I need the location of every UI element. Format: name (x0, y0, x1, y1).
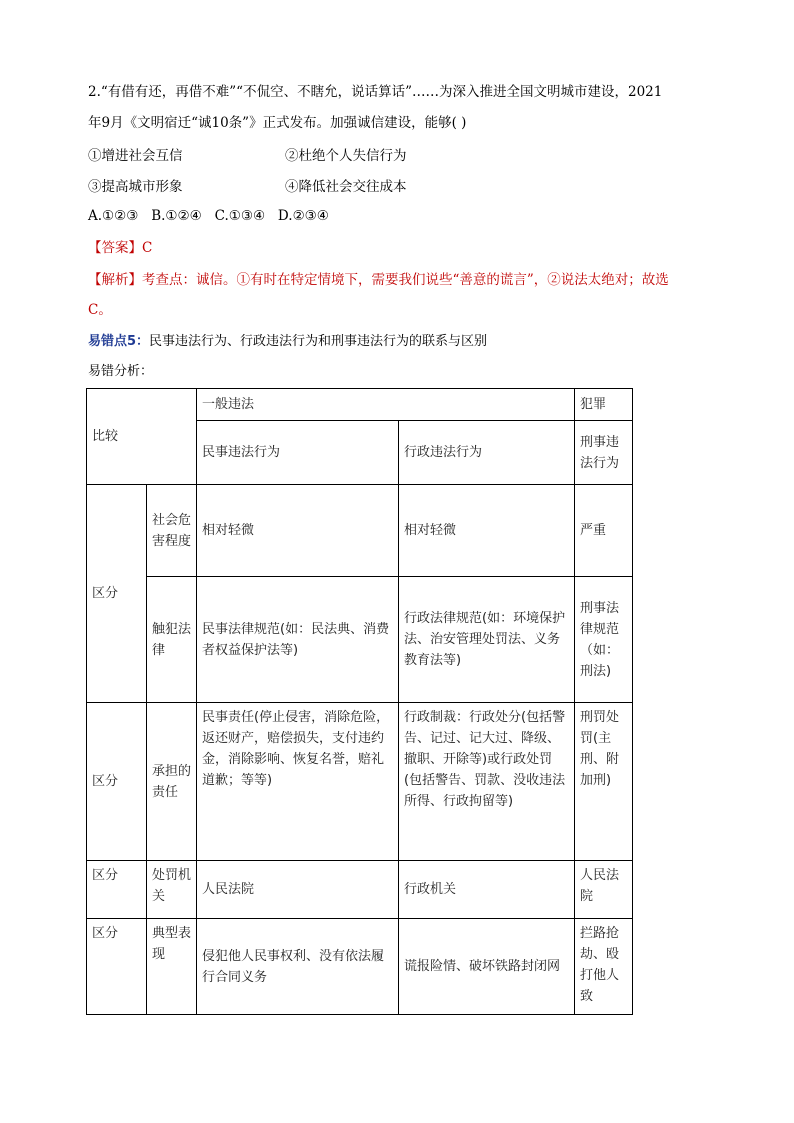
table-row (87, 485, 633, 577)
cell-admin: 行政机关 (399, 861, 575, 919)
error-point-title: 民事违法行为、行政违法行为和刑事违法行为的联系与区别 (149, 334, 488, 349)
row-aspect: 承担的责任 (147, 703, 197, 861)
analysis-line-2: C。 (88, 302, 112, 318)
cell-admin: 行政法律规范(如：环境保护法、治安管理处罚法、义务教育法等) (399, 577, 575, 703)
answer-label: 【答案】 (88, 240, 142, 256)
header-admin: 行政违法行为 (399, 421, 575, 485)
option-2: ②杜绝个人失信行为 (285, 148, 407, 164)
header-general: 一般违法 (197, 389, 575, 421)
cell-civil: 相对轻微 (197, 485, 399, 577)
table-row (87, 577, 633, 703)
header-criminal: 刑事违法行为 (575, 421, 633, 485)
row-label-distinguish: 区分 (87, 703, 147, 861)
header-crime: 犯罪 (575, 389, 633, 421)
cell-civil: 侵犯他人民事权利、没有依法履行合同义务 (197, 919, 399, 1015)
table-row (87, 919, 633, 1015)
analysis-line-1 (88, 270, 669, 290)
row-aspect: 典型表现 (147, 919, 197, 1015)
row-label-distinguish: 区分 (87, 485, 147, 703)
error-point-keyword: 易错点5： (88, 334, 150, 349)
error-point-heading (88, 332, 487, 352)
cell-civil: 人民法院 (197, 861, 399, 919)
option-3: ③提高城市形象 (88, 179, 183, 195)
cell-criminal: 刑事法律规范（如：刑法) (575, 577, 633, 703)
option-4: ④降低社会交往成本 (285, 179, 407, 195)
cell-criminal: 拦路抢劫、殴打他人致 (575, 919, 633, 1015)
row-label-distinguish: 区分 (87, 919, 147, 1015)
cell-criminal: 刑罚处罚(主刑、附加刑) (575, 703, 633, 861)
cell-admin: 谎报险情、破坏铁路封闭网 (399, 919, 575, 1015)
header-civil: 民事违法行为 (197, 421, 399, 485)
cell-criminal: 人民法院 (575, 861, 633, 919)
row-aspect: 社会危害程度 (147, 485, 197, 577)
analysis-text-1: 考查点：诚信。①有时在特定情境下，需要我们说些“善意的谎言”，②说法太绝对；故选 (142, 272, 669, 288)
table-row (87, 703, 633, 861)
answer-line (88, 238, 152, 258)
option-1: ①增进社会互信 (88, 148, 183, 164)
header-compare: 比较 (87, 389, 197, 485)
cell-civil: 民事法律规范(如：民法典、消费者权益保护法等) (197, 577, 399, 703)
row-aspect: 处罚机关 (147, 861, 197, 919)
cell-admin: 相对轻微 (399, 485, 575, 577)
question-line-2: 年9月《文明宿迁“诚10条”》正式发布。加强诚信建设，能够( ) (88, 115, 467, 131)
answer-choices: A.①②③ B.①②④ C.①③④ D.②③④ (88, 208, 329, 224)
cell-admin: 行政制裁：行政处分(包括警告、记过、记大过、降级、撤职、开除等)或行政处罚(包括警告、罚款、没收违法所得、行政拘留等) (399, 703, 575, 861)
row-label-distinguish: 区分 (87, 861, 147, 919)
question-line-1: 2.“有借有还，再借不难”“不侃空、不瞎允，说话算话”……为深入推进全国文明城市建设，2021 (88, 84, 663, 100)
row-aspect: 触犯法律 (147, 577, 197, 703)
analysis-label: 【解析】 (88, 272, 142, 288)
cell-criminal: 严重 (575, 485, 633, 577)
answer-value: C (142, 240, 153, 256)
error-analysis-label: 易错分析： (88, 364, 154, 379)
comparison-table (86, 388, 633, 1015)
cell-civil: 民事责任(停止侵害，消除危险，返还财产，赔偿损失，支付违约金，消除影响、恢复名誉，赔礼道歉；等等) (197, 703, 399, 861)
table-row (87, 861, 633, 919)
